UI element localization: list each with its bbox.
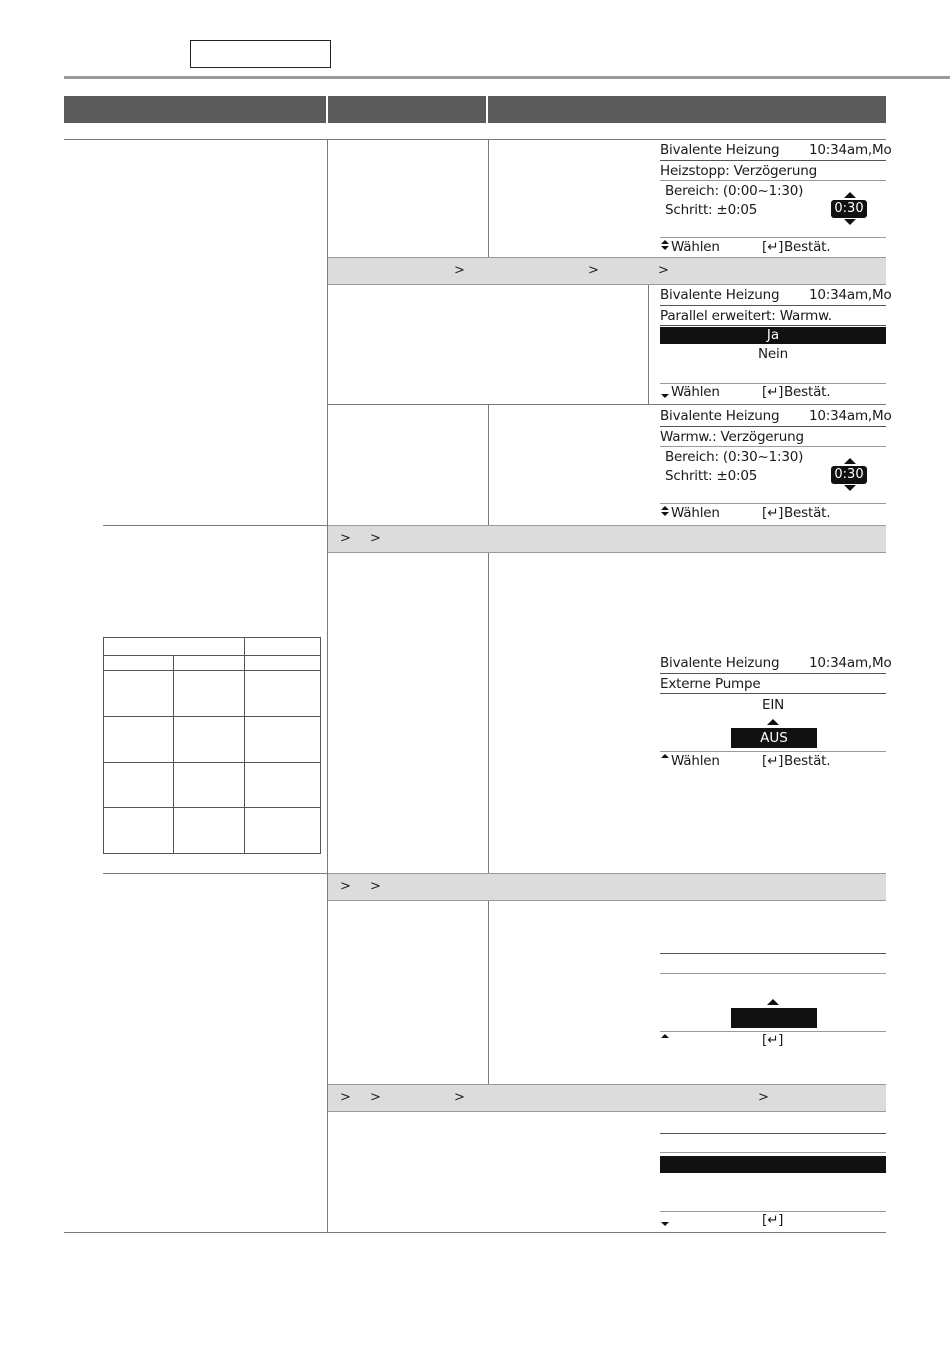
- option-selected[interactable]: [731, 1008, 817, 1028]
- screen-title: Bivalente Heizung: [660, 655, 780, 671]
- select-label: Wählen: [671, 753, 720, 769]
- screen-title: Bivalente Heizung: [660, 408, 780, 424]
- select-up-icon: [661, 1034, 669, 1038]
- chevron-right-icon: >: [370, 531, 381, 546]
- arrow-down-icon[interactable]: [844, 485, 856, 491]
- header-rule: [64, 76, 950, 79]
- select-up-icon: [661, 240, 669, 244]
- screen-time: 10:34am,Mo: [809, 142, 892, 158]
- confirm-key-icon: [↵]: [762, 753, 784, 769]
- row-line: [103, 873, 328, 874]
- screen-subtitle: Heizstopp: Verzögerung: [660, 163, 817, 179]
- select-down-icon: [661, 1222, 669, 1226]
- select-up-icon: [661, 506, 669, 510]
- screen-subtitle: Externe Pumpe: [660, 676, 761, 692]
- column-header-3: [488, 96, 886, 123]
- row-line: [103, 525, 328, 526]
- chevron-right-icon: >: [588, 263, 599, 278]
- chevron-right-icon: >: [454, 263, 465, 278]
- screen-time: 10:34am,Mo: [809, 408, 892, 424]
- option-selected[interactable]: Ja: [660, 327, 886, 344]
- arrow-up-icon[interactable]: [767, 719, 779, 725]
- step-text: Schritt: ±0:05: [665, 468, 758, 484]
- screen-subtitle: Parallel erweitert: Warmw.: [660, 308, 832, 324]
- confirm-key-icon: [↵]: [762, 1032, 784, 1048]
- chevron-right-icon: >: [370, 1090, 381, 1105]
- option-selected[interactable]: AUS: [731, 728, 817, 748]
- option-other[interactable]: Nein: [758, 346, 788, 362]
- chevron-right-icon: >: [340, 879, 351, 894]
- screen-title: Bivalente Heizung: [660, 142, 780, 158]
- lcd-screen-heizstopp: [660, 142, 892, 258]
- breadcrumb-bar: [328, 257, 886, 285]
- select-label: Wählen: [671, 505, 720, 521]
- lcd-screen-blank-1: [660, 952, 886, 1052]
- confirm-label: Bestät.: [784, 753, 831, 769]
- confirm-key-icon: [↵]: [762, 505, 784, 521]
- select-label: Wählen: [671, 384, 720, 400]
- lcd-screen-parallel: [660, 287, 892, 403]
- chevron-right-icon: >: [658, 263, 669, 278]
- value-display[interactable]: 0:30: [831, 466, 867, 484]
- confirm-key-icon: [↵]: [762, 384, 784, 400]
- column-divider-2c: [488, 404, 489, 525]
- chevron-right-icon: >: [340, 531, 351, 546]
- chevron-right-icon: >: [454, 1090, 465, 1105]
- option-other[interactable]: EIN: [761, 697, 784, 713]
- lcd-screen-warmw-delay: [660, 408, 892, 524]
- select-label: Wählen: [671, 239, 720, 255]
- table-bottom-line: [64, 1232, 886, 1233]
- confirm-label: Bestät.: [784, 239, 831, 255]
- column-divider-2e: [488, 900, 489, 1084]
- confirm-key-icon: [↵]: [762, 239, 784, 255]
- breadcrumb-bar: [328, 1084, 886, 1112]
- chevron-right-icon: >: [370, 879, 381, 894]
- chevron-right-icon: >: [758, 1090, 769, 1105]
- confirm-key-icon: [↵]: [762, 1212, 784, 1228]
- column-divider-2d: [488, 552, 489, 873]
- column-header-2: [328, 96, 486, 123]
- screen-time: 10:34am,Mo: [809, 655, 892, 671]
- settings-table: [103, 637, 321, 853]
- header-label-box: [190, 40, 331, 68]
- range-text: Bereich: (0:30~1:30): [665, 449, 804, 465]
- arrow-up-icon[interactable]: [844, 192, 856, 198]
- breadcrumb-bar: [328, 873, 886, 901]
- column-header-1: [64, 96, 326, 123]
- lcd-screen-blank-2: [660, 1132, 886, 1232]
- lcd-screen-externe-pumpe: [660, 655, 892, 771]
- select-down-icon: [661, 246, 669, 250]
- table-top-line: [64, 139, 886, 140]
- arrow-up-icon[interactable]: [767, 999, 779, 1005]
- select-down-icon: [661, 512, 669, 516]
- arrow-down-icon[interactable]: [844, 219, 856, 225]
- screen-time: 10:34am,Mo: [809, 287, 892, 303]
- column-divider-2a: [488, 139, 489, 257]
- range-text: Bereich: (0:00~1:30): [665, 183, 804, 199]
- confirm-label: Bestät.: [784, 384, 831, 400]
- step-text: Schritt: ±0:05: [665, 202, 758, 218]
- breadcrumb-bar: [328, 525, 886, 553]
- screen-subtitle: Warmw.: Verzögerung: [660, 429, 804, 445]
- screen-title: Bivalente Heizung: [660, 287, 780, 303]
- select-up-icon: [661, 754, 669, 758]
- chevron-right-icon: >: [340, 1090, 351, 1105]
- value-display[interactable]: 0:30: [831, 200, 867, 218]
- arrow-up-icon[interactable]: [844, 458, 856, 464]
- option-selected[interactable]: [660, 1156, 886, 1173]
- column-divider-2b: [648, 284, 649, 404]
- confirm-label: Bestät.: [784, 505, 831, 521]
- column-divider-1: [327, 139, 328, 1232]
- select-down-icon: [661, 394, 669, 398]
- row-line: [328, 404, 886, 405]
